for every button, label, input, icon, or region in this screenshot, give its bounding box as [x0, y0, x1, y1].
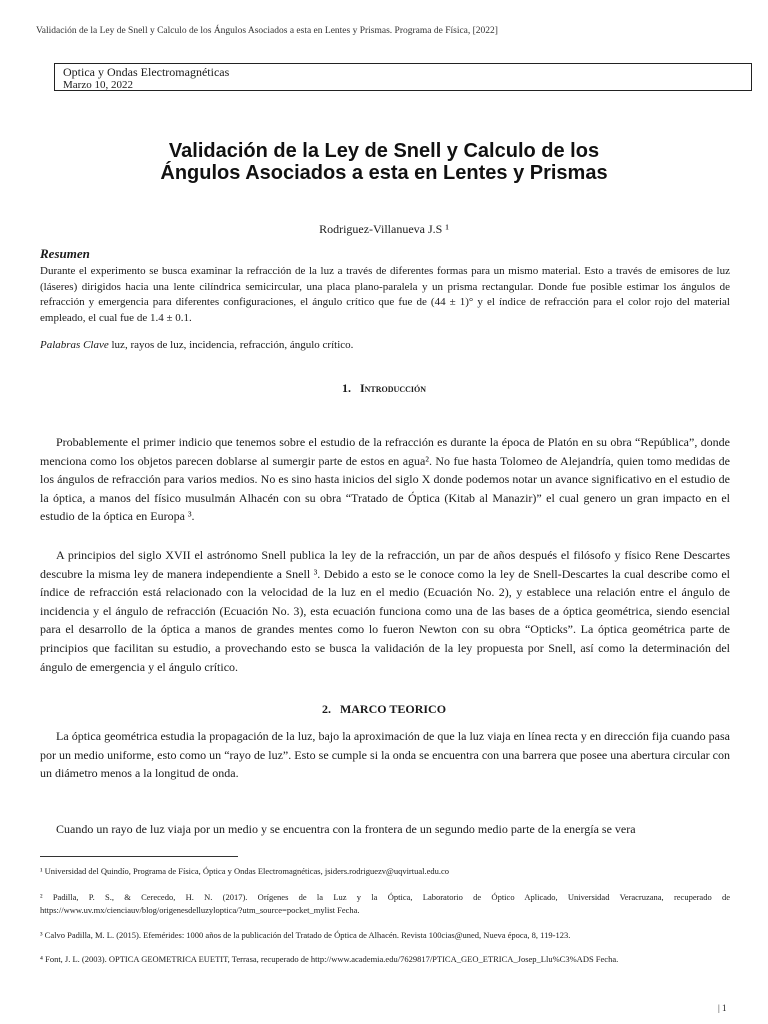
- abstract-heading: Resumen: [40, 246, 90, 261]
- page-number: | 1: [718, 1003, 727, 1013]
- section-number: 2.: [321, 702, 331, 716]
- keywords-text: luz, rayos de luz, incidencia, refracción, ángulo crítico.: [108, 339, 354, 351]
- footnote-separator: [40, 856, 238, 857]
- paper-title: Validación de la Ley de Snell y Calculo de los Ángulos Asociados a esta en Lentes y Prismas: [160, 140, 608, 184]
- theory-paragraph-1: La óptica geométrica estudia la propagación de la luz, bajo la aproximación de que la luz viaja en línea recta y en dirección fija cuando pasa por un medio uniforme, esto como un “rayo de luz”. Esto se cumple si la onda se encuentra con una barrera que posee una abertura circular con un diámetro menos a la longitud de onda.: [40, 729, 730, 781]
- theory-paragraph-2: Cuando un rayo de luz viaja por un medio y se encuentra con la frontera de un segundo medio parte de la energía se vera: [56, 822, 636, 836]
- course-date: Marzo 10, 2022: [63, 79, 133, 91]
- running-header: Validación de la Ley de Snell y Calculo de los Ángulos Asociados a esta en Lentes y Prismas. Programa de Física, [2022]: [36, 26, 498, 36]
- authors: Rodriguez-Villanueva J.S ¹: [319, 222, 449, 236]
- section-title: Introducción: [359, 381, 426, 395]
- intro-paragraph-1: Probablemente el primer indicio que tenemos sobre el estudio de la refracción es durante la época de Platón en su obra “República”, donde menciona como los objetos parecen doblarse al sumergir parte de estos en agua². No fue hasta Tolomeo de Alejandría, quien tomo medidas de los ángulos de refracción para varios medios. No es sino hasta inicios del siglo X donde podemos notar un avance significativo en el estudio de la óptica, a manos del físico musulmán Alhacén con su obra “Tratado de Óptica (Kitab al Manazir)” el cual genero un gran impacto en el estudio de la óptica en Europa ³.: [40, 435, 730, 524]
- intro-paragraph-2: A principios del siglo XVII el astrónomo Snell publica la ley de la refracción, un par de años después el filósofo y físico Rene Descartes descubre la misma ley de manera independiente a Snell ³. Debido a esto se le conoce como la ley de Snell-Descartes la cual describe como el índice de refracción está relacionado con la velocidad de la luz en el medio (Ecuación No. 2), y establece una relación entre el ángulo de incidencia y el ángulo de refracción (Ecuación No. 3), esta ecuación funciona como una de las bases de a óptica geométrica, siendo esencial para el desarrollo de la óptica a manos de grandes mentes como lo fueron Newton con su obra “Opticks”. La óptica geométrica parte de principios que facilitan su estudio, a provechando esto se busca la validación de la ley propuesta por Snell, así como la determinación del ángulo de emergencia y el ángulo crítico.: [40, 548, 730, 674]
- keywords-label: Palabras Clave: [40, 339, 109, 351]
- section-heading-theory: [0, 702, 768, 717]
- course-name: Optica y Ondas Electromagnéticas: [63, 65, 230, 79]
- footnote-4: ⁴ Font, J. L. (2003). OPTICA GEOMETRICA EUETIT, Terrasa, recuperado de http://www.academia.edu/7629817/PTICA_GEO_ETRICA_Josep_Llu%C3%ADS Fecha.: [40, 954, 619, 964]
- keywords: [40, 339, 353, 351]
- section-title: MARCO TEORICO: [339, 702, 447, 716]
- section-heading-intro: [0, 381, 768, 396]
- abstract-text: Durante el experimento se busca examinar la refracción de la luz a través de diferentes formas para un mismo material. Esto a través de emisores de luz (láseres) dirigidos hacia una lente cilíndrica semicircular, una placa plano-paralela y un prisma rectangular. Donde fue posible estimar los ángulos de refracción y emergencia para diferentes configuraciones, el ángulo crítico que fue de (44 ± 1)° y el índice de refracción para el color rojo del material empleado, el cual fue de 1.4 ± 0.1.: [40, 265, 730, 324]
- footnote-1: ¹ Universidad del Quindío, Programa de Física, Óptica y Ondas Electromagnéticas, jsiders.rodriguezv@uqvirtual.edu.co: [40, 866, 450, 876]
- footnote-3: ³ Calvo Padilla, M. L. (2015). Efemérides: 1000 años de la publicación del Tratado de Óptica de Alhacén. Revista 100cias@uned, Nueva época, 8, 119-123.: [40, 930, 571, 940]
- footnote-2: ² Padilla, P. S., & Cerecedo, H. N. (2017). Orígenes de la Luz y la Óptica, Laboratorio de Óptico Aplicado, Universidad Veracruzana, recuperado de https://www.uv.mx/cienciauv/blog/origenesdelluzyloptica/?utm_source=pocket_mylist Fecha.: [40, 892, 730, 915]
- section-number: 1.: [341, 381, 351, 395]
